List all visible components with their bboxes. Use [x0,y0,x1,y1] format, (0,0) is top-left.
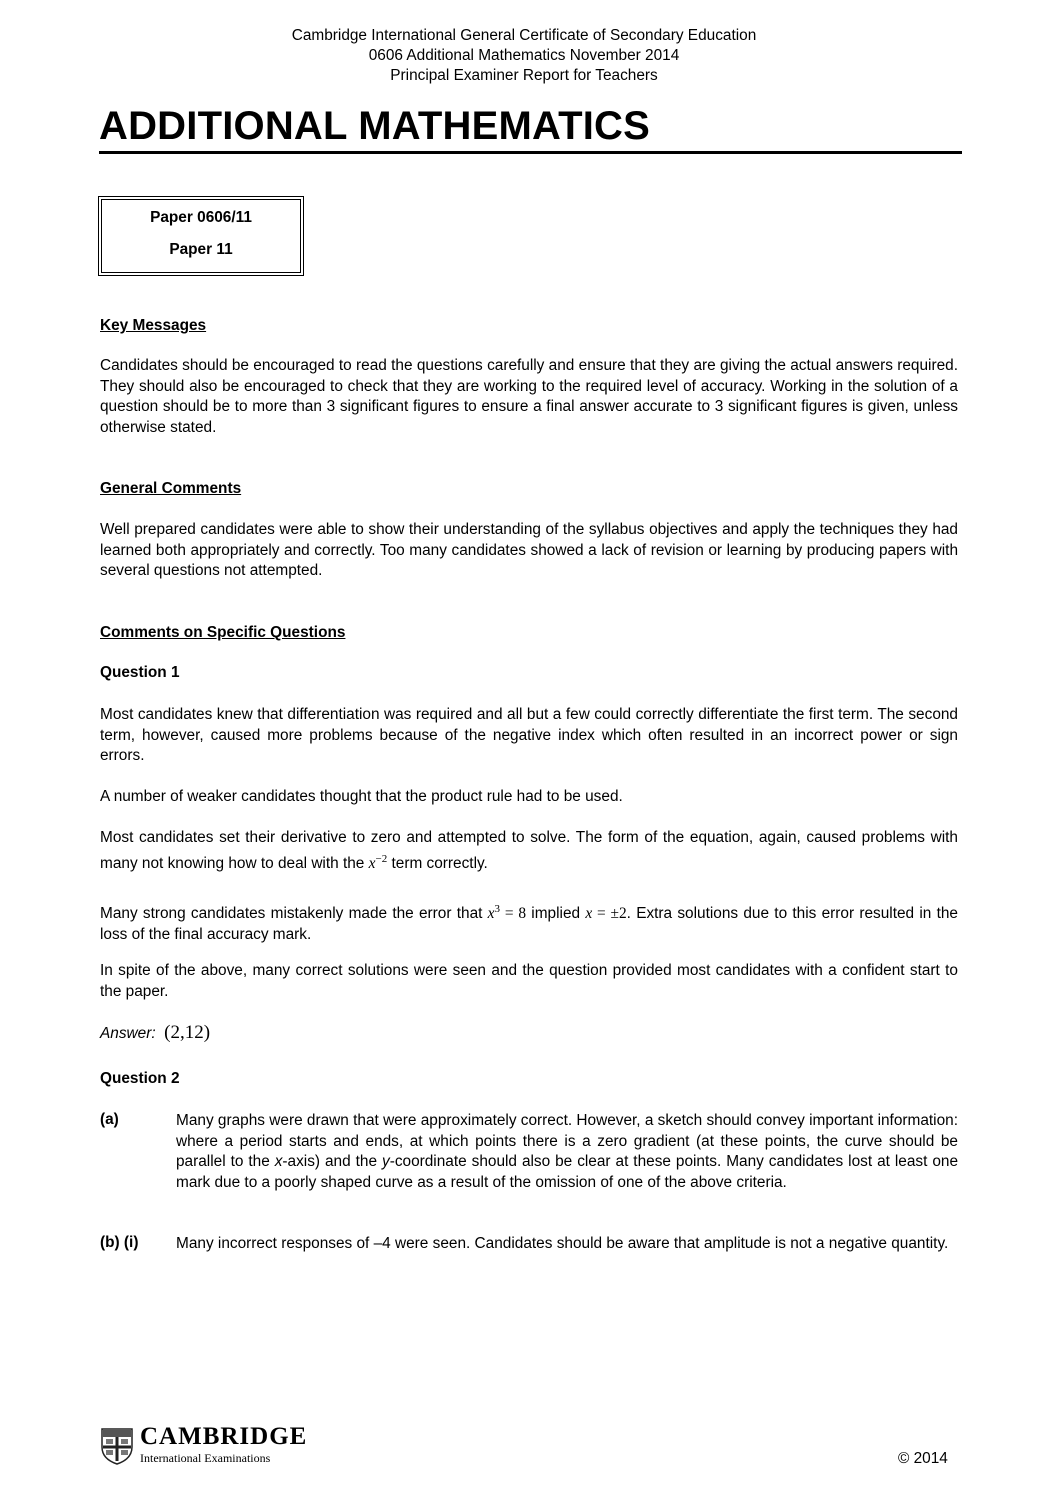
general-comments-text: Well prepared candidates were able to show their understanding of the syllabus objectives and apply the techniques they had learned both appropriately and correctly. Too many candidates showed a lack of revision or learning by producing papers with several questions not attempted. [100,521,958,580]
header-line-1: Cambridge International General Certificate of Secondary Education [291,27,757,44]
report-header [0,26,1058,86]
paper-number: Paper 11 [169,241,233,258]
title-divider [99,151,962,154]
q1-answer: Answer: (2,12) [100,1022,211,1043]
key-messages-heading: Key Messages [100,317,207,334]
q2-part-bi-label: (b) (i) [100,1234,139,1251]
paper-box [98,196,304,276]
subject-title: ADDITIONAL MATHEMATICS [99,104,651,148]
copyright: © 2014 [898,1450,948,1467]
q1-paragraph-4: Many strong candidates mistakenly made the error that $x^3 = 8$ implied x = ±2. Extra solutions due to this error resulted in the loss of the final accuracy mark. [100,903,958,943]
question-2-heading: Question 2 [100,1070,180,1087]
q1-paragraph-2: A number of weaker candidates thought that the product rule had to be used. [100,788,623,805]
q2-part-a-label: (a) [100,1111,119,1128]
specific-questions-heading: Comments on Specific Questions [100,624,346,641]
key-messages-text: Candidates should be encouraged to read the questions carefully and ensure that they are giving the actual answers required. They should also be encouraged to check that they are working to the required level of accuracy. Working in the solution of a question should be to more than 3 significant figures to ensure a final answer accurate to 3 significant figures is given, unless otherwise stated. [100,357,958,436]
q1-paragraph-1: Most candidates knew that differentiation was required and all but a few could correctly differentiate the first term. The second term, however, caused more problems because of the negative index which often resulted in an incorrect power or sign errors. [100,706,958,765]
paper-code: Paper 0606/11 [150,209,252,226]
header-line-3: Principal Examiner Report for Teachers [390,67,658,84]
logo-subtitle: International Examinations [140,1451,271,1465]
q1-paragraph-5: In spite of the above, many correct solutions were seen and the question provided most candidates with a confident start to the paper. [100,962,958,1000]
cambridge-logo [100,1425,320,1467]
general-comments-heading: General Comments [100,480,242,497]
q2-part-a-text: Many graphs were drawn that were approximately correct. However, a sketch should convey important information: where a period starts and ends, at which points there is a zero gradient (at these points, the curve should be parallel to the x-axis) and the y-coordinate should also be clear at these points. Many candidates lost at least one mark due to a poorly shaped curve as a result of the omission of one of the above criteria. [176,1112,958,1191]
logo-wordmark: CAMBRIDGE [140,1423,308,1450]
question-1-heading: Question 1 [100,664,180,681]
header-line-2: 0606 Additional Mathematics November 2014 [368,47,680,64]
q2-part-bi-text: Many incorrect responses of –4 were seen. Candidates should be aware that amplitude is not a negative quantity. [176,1235,949,1252]
q1-paragraph-3: Most candidates set their derivative to zero and attempted to solve. The form of the equation, again, caused problems with many not knowing how to deal with the $x^{-2}$ term correctly. [100,829,958,872]
crest-icon [100,1427,134,1465]
